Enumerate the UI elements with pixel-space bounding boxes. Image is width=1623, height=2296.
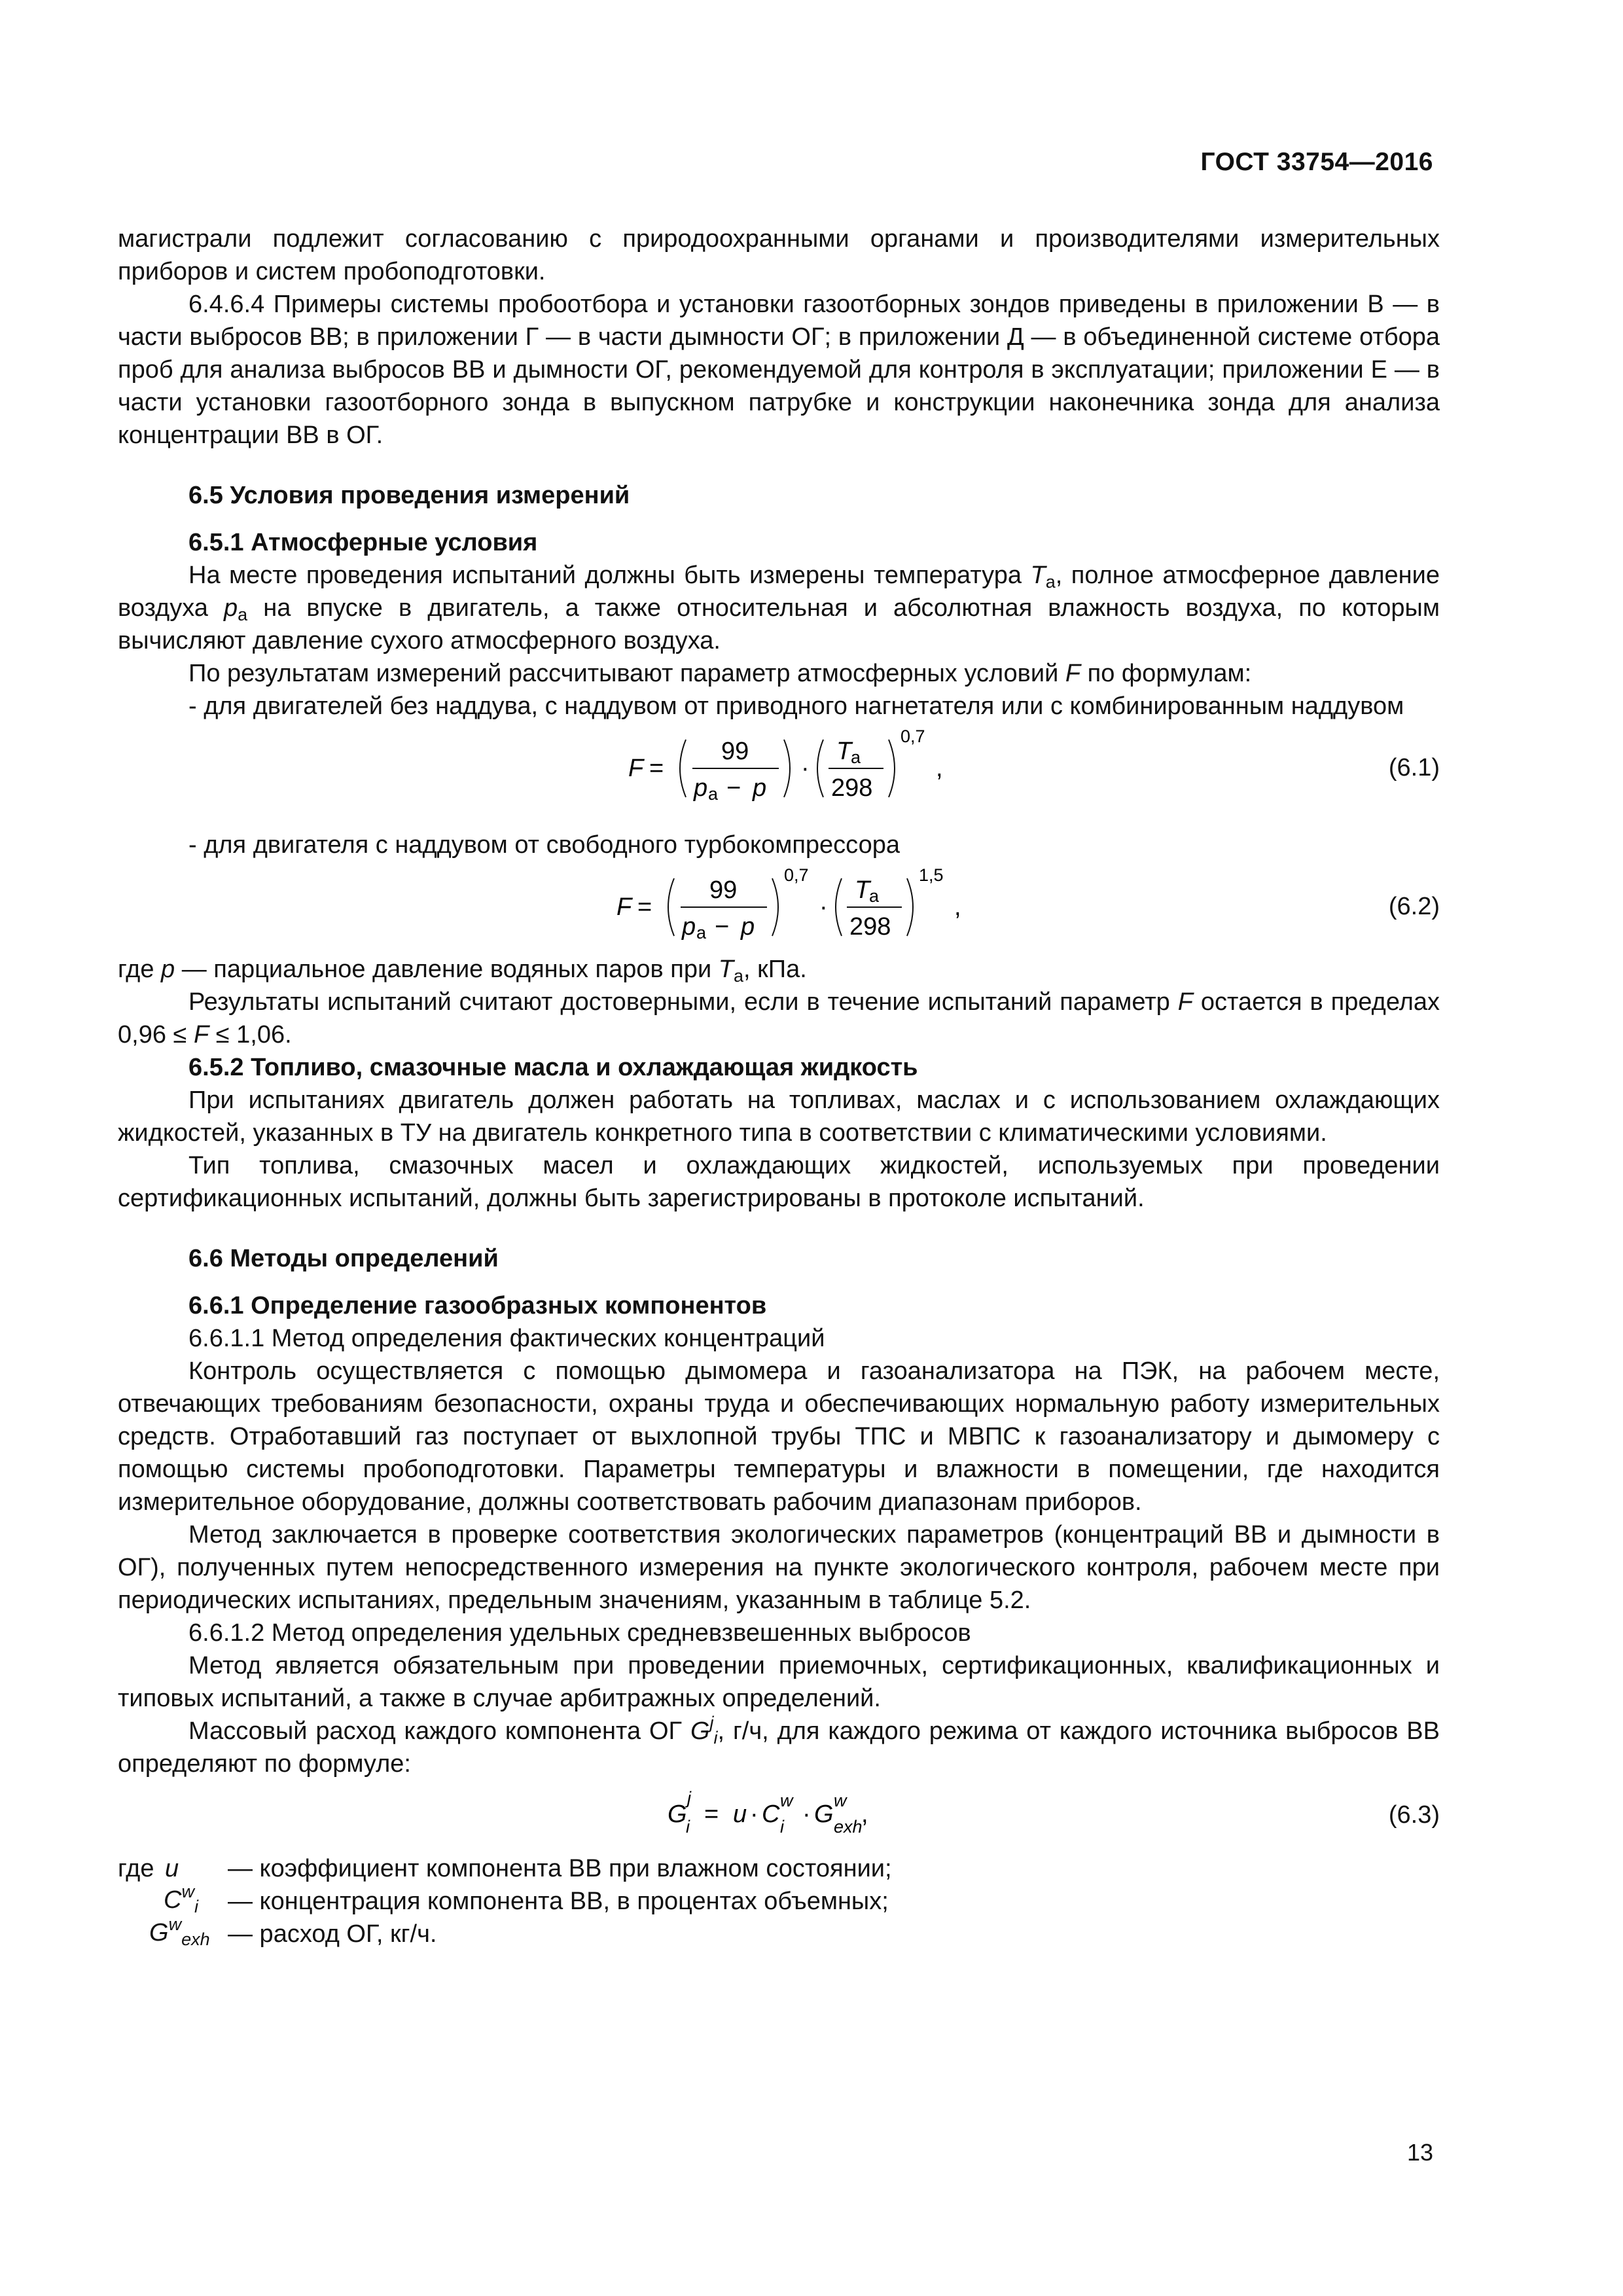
standard-header: ГОСТ 33754—2016 xyxy=(1200,148,1433,176)
definition-p: где p — парциальное давление водяных паров при $T_a$, кПа. xyxy=(118,956,807,986)
svg-text:i: i xyxy=(686,1817,690,1837)
svg-text:G: G xyxy=(668,1801,687,1828)
symbol-g: $G^w_{exh}$ xyxy=(149,1914,210,1949)
svg-text:w: w xyxy=(780,1791,793,1810)
svg-text:298: 298 xyxy=(831,774,873,802)
svg-text:99: 99 xyxy=(721,738,749,765)
formula-6-3-graphic xyxy=(118,1780,1440,1852)
svg-text:−: − xyxy=(715,913,730,941)
svg-text:T: T xyxy=(855,876,870,904)
paragraph-mass-flow: Массовый расход каждого компонента ОГ $G^j_i$, г/ч, для каждого режима от каждого источника выбросов ВВ определяют по формуле: xyxy=(118,1713,1440,1778)
svg-text:a: a xyxy=(869,886,880,906)
paragraph-method-mandatory: Метод является обязательным при проведении приемочных, сертификационных, квалификационных и типовых испытаний, а также в случае арбитражных определений. xyxy=(118,1652,1440,1712)
svg-text:·: · xyxy=(750,1801,758,1828)
equation-number-6-1: (6.1) xyxy=(1388,754,1440,781)
svg-text:=: = xyxy=(704,1801,719,1828)
svg-text:a: a xyxy=(696,923,707,942)
paragraph-method-compliance: Метод заключается в проверке соответствия экологических параметров (концентраций ВВ и дымности в ОГ), полученных путем непосредственного измерения на пункте экологического контроля, рабочем месте при периодических испытаниях, предельным значениям, указанным в таблице 5.2. xyxy=(118,1521,1440,1614)
list-item-no-turbo: - для двигателей без наддува, с наддувом от приводного нагнетателя или с комбинированным наддувом xyxy=(188,692,1404,720)
formula-6-2-graphic xyxy=(118,861,1440,953)
svg-text:298: 298 xyxy=(849,913,891,941)
heading-6-5: 6.5 Условия проведения измерений xyxy=(188,482,630,509)
svg-text:F: F xyxy=(628,755,644,782)
paragraph-6-4-6-4: 6.4.6.4 Примеры системы пробоотбора и установки газоотборных зондов приведены в приложении В — в части выбросов ВВ; в приложении Г — в части дымности ОГ; в приложении Д — в объединенной системе отбора проб для анализа выбросов ВВ и дымности ОГ, рекомендуемой для контроля в эксплуатации; приложении Е — в части установки газоотборного зонда в выпускном патрубке и конструкции наконечника зонда для анализа концентрации ВВ в ОГ. xyxy=(118,291,1440,449)
heading-6-5-1: 6.5.1 Атмосферные условия xyxy=(188,529,538,556)
formula-6-3 xyxy=(118,1780,1440,1852)
heading-6-6: 6.6 Методы определений xyxy=(188,1245,499,1272)
svg-text:99: 99 xyxy=(709,876,738,904)
svg-text:i: i xyxy=(780,1817,784,1837)
svg-text:=: = xyxy=(649,755,664,782)
heading-6-5-2: 6.5.2 Топливо, смазочные масла и охлаждающая жидкость xyxy=(188,1054,918,1081)
svg-text:1,5: 1,5 xyxy=(919,865,944,885)
main-text xyxy=(118,223,1440,1954)
paragraph-parameter-f: По результатам измерений рассчитывают параметр атмосферных условий F по формулам: xyxy=(188,660,1252,687)
heading-6-6-1: 6.6.1 Определение газообразных компонентов xyxy=(188,1292,767,1319)
paragraph-atmospheric-conditions: На месте проведения испытаний должны быть измерены температура $T_a$, полное атмосферное давление воздуха $p_a$ на впуске в двигатель, а также относительная и абсолютная влажность воздуха, по которым вычисляют давление сухого атмосферного воздуха. xyxy=(118,562,1440,655)
paragraph-fuel-oils: При испытаниях двигатель должен работать на топливах, маслах и с использованием охлаждающих жидкостей, указанных в ТУ на двигатель конкретного типа в соответствии с климатическими условиями. xyxy=(118,1086,1440,1147)
svg-text:·: · xyxy=(819,893,828,921)
list-item-free-turbo: - для двигателя с наддувом от свободного турбокомпрессора xyxy=(188,831,901,859)
equation-number-6-2: (6.2) xyxy=(1388,893,1440,920)
heading-6-6-1-2: 6.6.1.2 Метод определения удельных средневзвешенных выбросов xyxy=(188,1619,971,1647)
svg-text:,: , xyxy=(936,755,943,782)
svg-text:exh: exh xyxy=(834,1817,863,1837)
symbol-u: u xyxy=(165,1855,179,1882)
svg-text:p: p xyxy=(682,913,696,941)
svg-text:u: u xyxy=(733,1801,747,1828)
svg-text:,: , xyxy=(861,1801,868,1828)
paragraph-control-method: Контроль осуществляется с помощью дымомера и газоанализатора на ПЭК, на рабочем месте, отвечающих требованиям безопасности, охраны труда и обеспечивающих нормальную работу измерительных средств. Отработавший газ поступает от выхлопной трубы ТПС и МВПС к газоанализатору и дымомеру с помощью системы пробоподготовки. Параметры температуры и влажности в помещении, где находится измерительное оборудование, должны соответствовать рабочим диапазонам приборов. xyxy=(118,1357,1440,1516)
definition-g: — расход ОГ, кг/ч. xyxy=(228,1920,437,1948)
formula-6-1 xyxy=(118,723,1440,814)
svg-text:p: p xyxy=(741,913,755,941)
where-label: где xyxy=(118,1855,154,1882)
formula-6-2 xyxy=(118,861,1440,953)
svg-text:·: · xyxy=(802,1801,811,1828)
svg-text:·: · xyxy=(801,755,810,782)
heading-6-6-1-1: 6.6.1.1 Метод определения фактических концентраций xyxy=(188,1325,825,1352)
svg-text:G: G xyxy=(814,1801,834,1828)
definition-u: — коэффициент компонента ВВ при влажном состоянии; xyxy=(228,1855,892,1882)
symbol-definitions xyxy=(118,1852,1440,1954)
svg-text:0,7: 0,7 xyxy=(784,865,809,885)
paragraph-results-validity: Результаты испытаний считают достоверными, если в течение испытаний параметр F остается в пределах 0,96 ≤ F ≤ 1,06. xyxy=(118,988,1440,1049)
svg-text:=: = xyxy=(637,893,652,921)
svg-text:F: F xyxy=(616,893,632,921)
paragraph-continued: магистрали подлежит согласованию с природоохранными органами и производителями измерительных приборов и систем пробоподготовки. xyxy=(118,225,1440,285)
formula-6-1-graphic xyxy=(118,723,1440,814)
paragraph-fuel-registration: Тип топлива, смазочных масел и охлаждающих жидкостей, используемых при проведении сертификационных испытаний, должны быть зарегистрированы в протоколе испытаний. xyxy=(118,1152,1440,1212)
svg-text:−: − xyxy=(726,774,741,802)
definition-c: — концентрация компонента ВВ, в процентах объемных; xyxy=(228,1888,889,1915)
symbol-c: $C^w_i$ xyxy=(164,1882,198,1916)
svg-text:C: C xyxy=(762,1801,780,1828)
svg-text:j: j xyxy=(687,1788,691,1808)
svg-text:,: , xyxy=(954,893,961,921)
svg-text:a: a xyxy=(708,784,719,804)
equation-number-6-3: (6.3) xyxy=(1388,1801,1440,1829)
svg-text:w: w xyxy=(834,1791,847,1810)
svg-text:p: p xyxy=(694,774,708,802)
svg-text:a: a xyxy=(851,747,861,767)
svg-text:T: T xyxy=(836,738,852,765)
svg-text:p: p xyxy=(753,774,767,802)
page-number: 13 xyxy=(1406,2139,1433,2166)
svg-text:0,7: 0,7 xyxy=(901,726,925,746)
